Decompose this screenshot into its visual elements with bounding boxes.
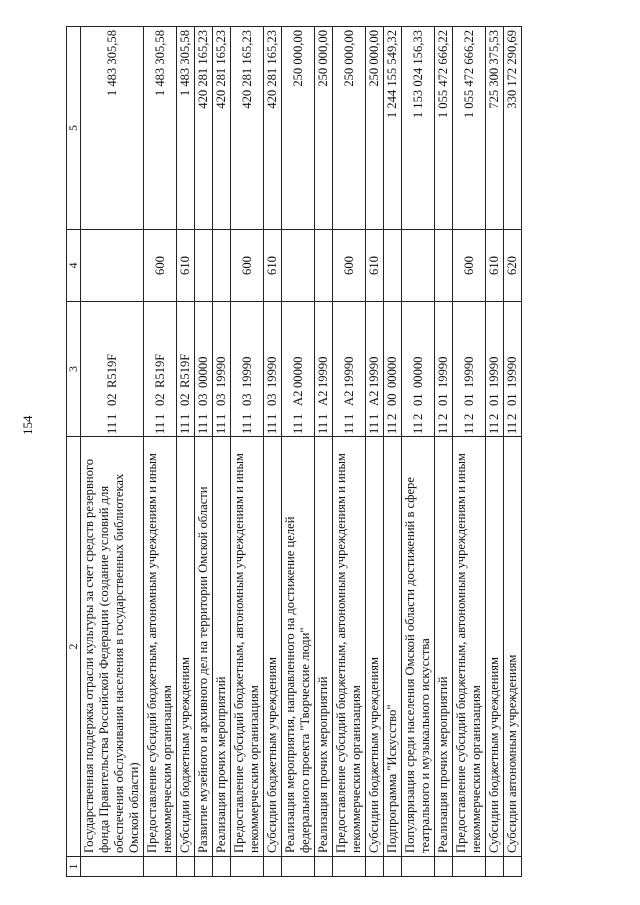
row-number-cell: [144, 857, 177, 877]
code-part: 11: [487, 421, 501, 434]
code-part: 1: [152, 413, 167, 420]
code-part: 11: [341, 421, 356, 434]
header-col-5: 5: [67, 27, 81, 230]
code-part: 1: [367, 413, 381, 420]
table-row: [315, 27, 333, 877]
row-expense-type: 600: [144, 230, 177, 302]
row-expense-type: [213, 230, 231, 302]
row-amount: 1 244 155 549,32: [384, 27, 402, 230]
code-part: 01: [487, 393, 501, 406]
row-number-cell: [315, 857, 333, 877]
row-amount: 1 055 472 666,22: [453, 27, 486, 230]
table-row: [402, 27, 435, 877]
header-col-1: 1: [67, 857, 81, 877]
row-name: Субсидии бюджетным учреждениям: [366, 437, 384, 857]
table-body: [67, 27, 522, 877]
code-part: 19990: [367, 356, 381, 388]
row-amount: 1 153 024 156,33: [402, 27, 435, 230]
table-row: [177, 27, 195, 877]
code-part: 00: [385, 393, 399, 406]
row-amount: 1 483 305,58: [144, 27, 177, 230]
row-name: Реализация прочих мероприятий: [315, 437, 333, 857]
code-part: 19990: [487, 356, 501, 388]
row-number-cell: [366, 857, 384, 877]
code-part: 19990: [239, 356, 254, 388]
row-number-cell: [486, 857, 504, 877]
code-part: R519F: [152, 353, 167, 388]
row-number-cell: [195, 857, 213, 877]
table-row: [81, 27, 144, 877]
code-part: 00000: [196, 356, 210, 388]
code-part: A2: [341, 390, 356, 406]
code-part: 1: [214, 413, 228, 420]
table-row: [435, 27, 453, 877]
row-expense-type: [384, 230, 402, 302]
code-part: 02: [104, 393, 119, 406]
row-expense-type: 600: [453, 230, 486, 302]
row-code: [177, 302, 195, 437]
code-part: 01: [436, 393, 450, 406]
code-part: 1: [196, 413, 210, 420]
table-row: [504, 27, 522, 877]
table-row: [213, 27, 231, 877]
code-part: 00000: [410, 356, 425, 388]
table-row: [453, 27, 486, 877]
page-number: 154: [20, 415, 35, 435]
code-part: 1: [178, 413, 192, 420]
table-row: [282, 27, 315, 877]
row-amount: 420 281 165,23: [213, 27, 231, 230]
row-name: Предоставление субсидий бюджетным, автономным учреждениям и иным некоммерческим организациям: [333, 437, 366, 857]
code-part: 1: [316, 413, 330, 420]
row-name: Предоставление субсидий бюджетным, автономным учреждениям и иным некоммерческим организациям: [453, 437, 486, 857]
header-row: [67, 27, 81, 877]
code-part: 11: [214, 421, 228, 434]
row-amount: 330 172 290,69: [504, 27, 522, 230]
code-part: 19990: [341, 356, 356, 388]
code-part: 11: [385, 421, 399, 434]
header-col-4: 4: [67, 230, 81, 302]
code-part: 00000: [385, 356, 399, 388]
row-expense-type: [435, 230, 453, 302]
table-row: [333, 27, 366, 877]
header-col-3: 3: [67, 302, 81, 437]
code-part: 01: [410, 393, 425, 406]
code-part: 11: [104, 421, 119, 434]
code-part: 11: [436, 421, 450, 434]
row-code: [315, 302, 333, 437]
row-name: Субсидии бюджетным учреждениям: [264, 437, 282, 857]
row-number-cell: [504, 857, 522, 877]
table-row: [486, 27, 504, 877]
row-name: Субсидии бюджетным учреждениям: [177, 437, 195, 857]
table-row: [366, 27, 384, 877]
row-code: [213, 302, 231, 437]
row-amount: 420 281 165,23: [231, 27, 264, 230]
code-part: 2: [436, 413, 450, 420]
code-part: A2: [316, 390, 330, 406]
row-amount: 250 000,00: [282, 27, 315, 230]
row-number-cell: [435, 857, 453, 877]
row-code: [384, 302, 402, 437]
code-part: 2: [461, 413, 476, 420]
row-number-cell: [282, 857, 315, 877]
table-row: [264, 27, 282, 877]
row-code: [264, 302, 282, 437]
code-part: 03: [214, 393, 228, 406]
row-amount: 250 000,00: [333, 27, 366, 230]
code-part: 19990: [316, 356, 330, 388]
row-number-cell: [402, 857, 435, 877]
code-part: 2: [487, 413, 501, 420]
code-part: R519F: [178, 353, 192, 388]
row-code: [435, 302, 453, 437]
row-expense-type: [81, 230, 144, 302]
row-code: [81, 302, 144, 437]
row-code: [333, 302, 366, 437]
code-part: 11: [461, 421, 476, 434]
row-expense-type: 600: [231, 230, 264, 302]
code-part: 11: [196, 421, 210, 434]
row-number-cell: [177, 857, 195, 877]
row-expense-type: 610: [486, 230, 504, 302]
code-part: 1: [265, 413, 279, 420]
code-part: 11: [152, 421, 167, 434]
row-number-cell: [81, 857, 144, 877]
table-row: [195, 27, 213, 877]
row-expense-type: [282, 230, 315, 302]
row-name: Реализация прочих мероприятий: [435, 437, 453, 857]
row-code: [366, 302, 384, 437]
code-part: 01: [505, 393, 519, 406]
table-row: [384, 27, 402, 877]
code-part: 1: [290, 413, 305, 420]
row-number-cell: [231, 857, 264, 877]
row-name: Государственная поддержка отрасли культуры за счет средств резервного фонда Правительства Российской Федерации (создание условий для обеспечения обслуживания населения в государственных библиотеках Омской области): [81, 437, 144, 857]
code-part: 03: [196, 393, 210, 406]
budget-table: [66, 26, 522, 877]
code-part: R519F: [104, 353, 119, 388]
code-part: 11: [410, 421, 425, 434]
code-part: 19990: [214, 356, 228, 388]
rotated-page: [66, 27, 588, 877]
row-code: [195, 302, 213, 437]
row-code: [231, 302, 264, 437]
row-code: [402, 302, 435, 437]
row-code: [504, 302, 522, 437]
row-expense-type: 610: [177, 230, 195, 302]
code-part: A2: [367, 390, 381, 406]
code-part: 19990: [436, 356, 450, 388]
row-amount: 420 281 165,23: [195, 27, 213, 230]
code-part: 03: [265, 393, 279, 406]
row-amount: 725 300 375,53: [486, 27, 504, 230]
row-expense-type: [402, 230, 435, 302]
code-part: 2: [410, 413, 425, 420]
code-part: 01: [461, 393, 476, 406]
code-part: 03: [239, 393, 254, 406]
row-name: Подпрограмма "Искусство": [384, 437, 402, 857]
code-part: 1: [239, 413, 254, 420]
row-amount: 1 483 305,58: [81, 27, 144, 230]
code-part: 19990: [505, 356, 519, 388]
row-amount: 420 281 165,23: [264, 27, 282, 230]
row-code: [453, 302, 486, 437]
code-part: 11: [290, 421, 305, 434]
row-number-cell: [213, 857, 231, 877]
code-part: 11: [367, 421, 381, 434]
row-amount: 1 483 305,58: [177, 27, 195, 230]
code-part: 2: [385, 413, 399, 420]
code-part: 02: [178, 393, 192, 406]
code-part: 1: [104, 413, 119, 420]
row-number-cell: [333, 857, 366, 877]
row-code: [486, 302, 504, 437]
code-part: 2: [505, 413, 519, 420]
row-name: Развитие музейного и архивного дел на территории Омской области: [195, 437, 213, 857]
row-expense-type: [315, 230, 333, 302]
row-name: Реализация мероприятия, направленного на достижение целей федерального проекта "Творческие люди": [282, 437, 315, 857]
code-part: 11: [265, 421, 279, 434]
row-number-cell: [384, 857, 402, 877]
code-part: 11: [239, 421, 254, 434]
row-amount: 250 000,00: [315, 27, 333, 230]
row-expense-type: [195, 230, 213, 302]
code-part: 11: [316, 421, 330, 434]
row-expense-type: 610: [264, 230, 282, 302]
row-code: [282, 302, 315, 437]
row-name: Предоставление субсидий бюджетным, автономным учреждениям и иным некоммерческим организациям: [231, 437, 264, 857]
row-amount: 250 000,00: [366, 27, 384, 230]
row-name: Реализация прочих мероприятий: [213, 437, 231, 857]
row-number-cell: [453, 857, 486, 877]
code-part: 00000: [290, 356, 305, 388]
code-part: A2: [290, 390, 305, 406]
row-amount: 1 055 472 666,22: [435, 27, 453, 230]
table-row: [231, 27, 264, 877]
row-expense-type: 620: [504, 230, 522, 302]
code-part: 11: [178, 421, 192, 434]
table-row: [144, 27, 177, 877]
row-number-cell: [264, 857, 282, 877]
row-expense-type: 610: [366, 230, 384, 302]
row-name: Субсидии бюджетным учреждениям: [486, 437, 504, 857]
code-part: 1: [341, 413, 356, 420]
code-part: 19990: [461, 356, 476, 388]
row-expense-type: 600: [333, 230, 366, 302]
code-part: 02: [152, 393, 167, 406]
row-name: Популяризация среди населения Омской области достижений в сфере театрального и музыкального искусства: [402, 437, 435, 857]
row-code: [144, 302, 177, 437]
code-part: 11: [505, 421, 519, 434]
row-name: Субсидии автономным учреждениям: [504, 437, 522, 857]
header-col-2: 2: [67, 437, 81, 857]
row-name: Предоставление субсидий бюджетным, автономным учреждениям и иным некоммерческим организациям: [144, 437, 177, 857]
code-part: 19990: [265, 356, 279, 388]
